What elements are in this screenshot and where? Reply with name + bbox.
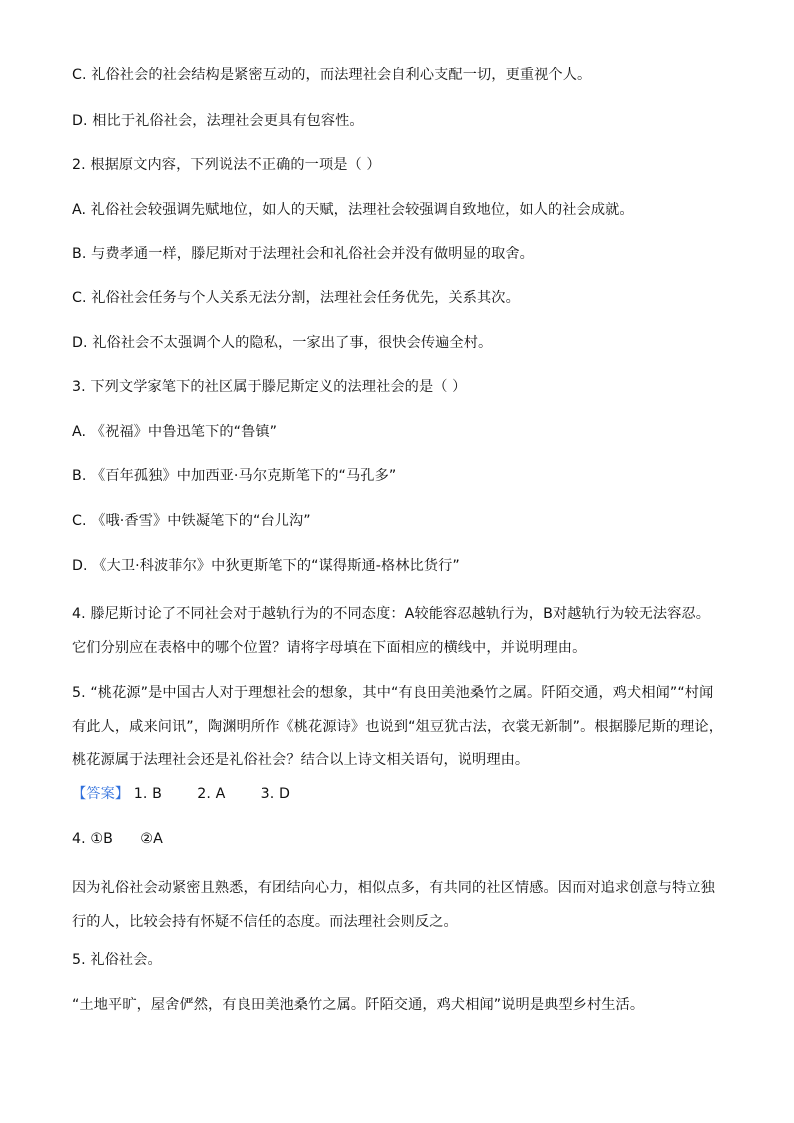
- q1-option-d: D. 相比于礼俗社会，法理社会更具有包容性。: [72, 113, 364, 129]
- answer-2: 2. A: [197, 786, 226, 802]
- answer-1: 1. B: [133, 786, 162, 802]
- answer-tag: 【答案】: [72, 786, 130, 802]
- q2-option-b: B. 与费孝通一样，滕尼斯对于法理社会和礼俗社会并没有做明显的取舍。: [72, 246, 534, 262]
- answer-3: 3. D: [260, 786, 290, 802]
- q3-option-a: A. 《祝福》中鲁迅笔下的“鲁镇”: [72, 424, 278, 440]
- q2-option-d: D. 礼俗社会不太强调个人的隐私，一家出了事，很快会传遍全村。: [72, 335, 493, 351]
- q3-option-c: C. 《哦·香雪》中铁凝笔下的“台儿沟”: [72, 513, 311, 529]
- q2-stem: 2. 根据原文内容，下列说法不正确的一项是（ ）: [72, 157, 381, 173]
- answer-q4: [72, 828, 724, 850]
- q5-stem: 5. “桃花源”是中国古人对于理想社会的想象，其中“有良田美池桑竹之属。阡陌交通，鸡犬相闻”“村闻有此人，咸来问讯”，陶渊明所作《桃花源诗》也说到“俎豆犹古法，衣裳无新制”。根据滕尼斯的理论，桃花源属于法理社会还是礼俗社会？结合以上诗文相关语句，说明理由。: [72, 685, 724, 768]
- q4-stem: 4. 滕尼斯讨论了不同社会对于越轨行为的不同态度：A较能容忍越轨行为，B对越轨行为较无法容忍。它们分别应在表格中的哪个位置？请将字母填在下面相应的横线中，并说明理由。: [72, 606, 711, 656]
- answer-q5-explanation: “土地平旷，屋舍俨然，有良田美池桑竹之属。阡陌交通，鸡犬相闻”说明是典型乡村生活。: [72, 997, 645, 1013]
- q2-option-c: C. 礼俗社会任务与个人关系无法分割，法理社会任务优先，关系其次。: [72, 290, 520, 306]
- answer-q4-explanation: 因为礼俗社会动紧密且熟悉，有团结向心力，相似点多，有共同的社区情感。因而对追求创意与特立独行的人，比较会持有怀疑不信任的态度。而法理社会则反之。: [72, 880, 715, 930]
- answer-line: [72, 783, 724, 805]
- q1-option-c: C. 礼俗社会的社会结构是紧密互动的，而法理社会自利心支配一切，更重视个人。: [72, 67, 592, 83]
- q3-option-b: B. 《百年孤独》中加西亚·马尔克斯笔下的“马孔多”: [72, 468, 397, 484]
- answer-q4-second: ②A: [140, 831, 163, 847]
- answer-q4-first: 4. ①B: [72, 831, 113, 847]
- answer-q5: 5. 礼俗社会。: [72, 952, 162, 968]
- q3-option-d: D. 《大卫·科波菲尔》中狄更斯笔下的“谋得斯通-格林比货行”: [72, 558, 460, 574]
- q3-stem: 3. 下列文学家笔下的社区属于滕尼斯定义的法理社会的是（ ）: [72, 379, 467, 395]
- q2-option-a: A. 礼俗社会较强调先赋地位，如人的天赋，法理社会较强调自致地位，如人的社会成就。: [72, 202, 634, 218]
